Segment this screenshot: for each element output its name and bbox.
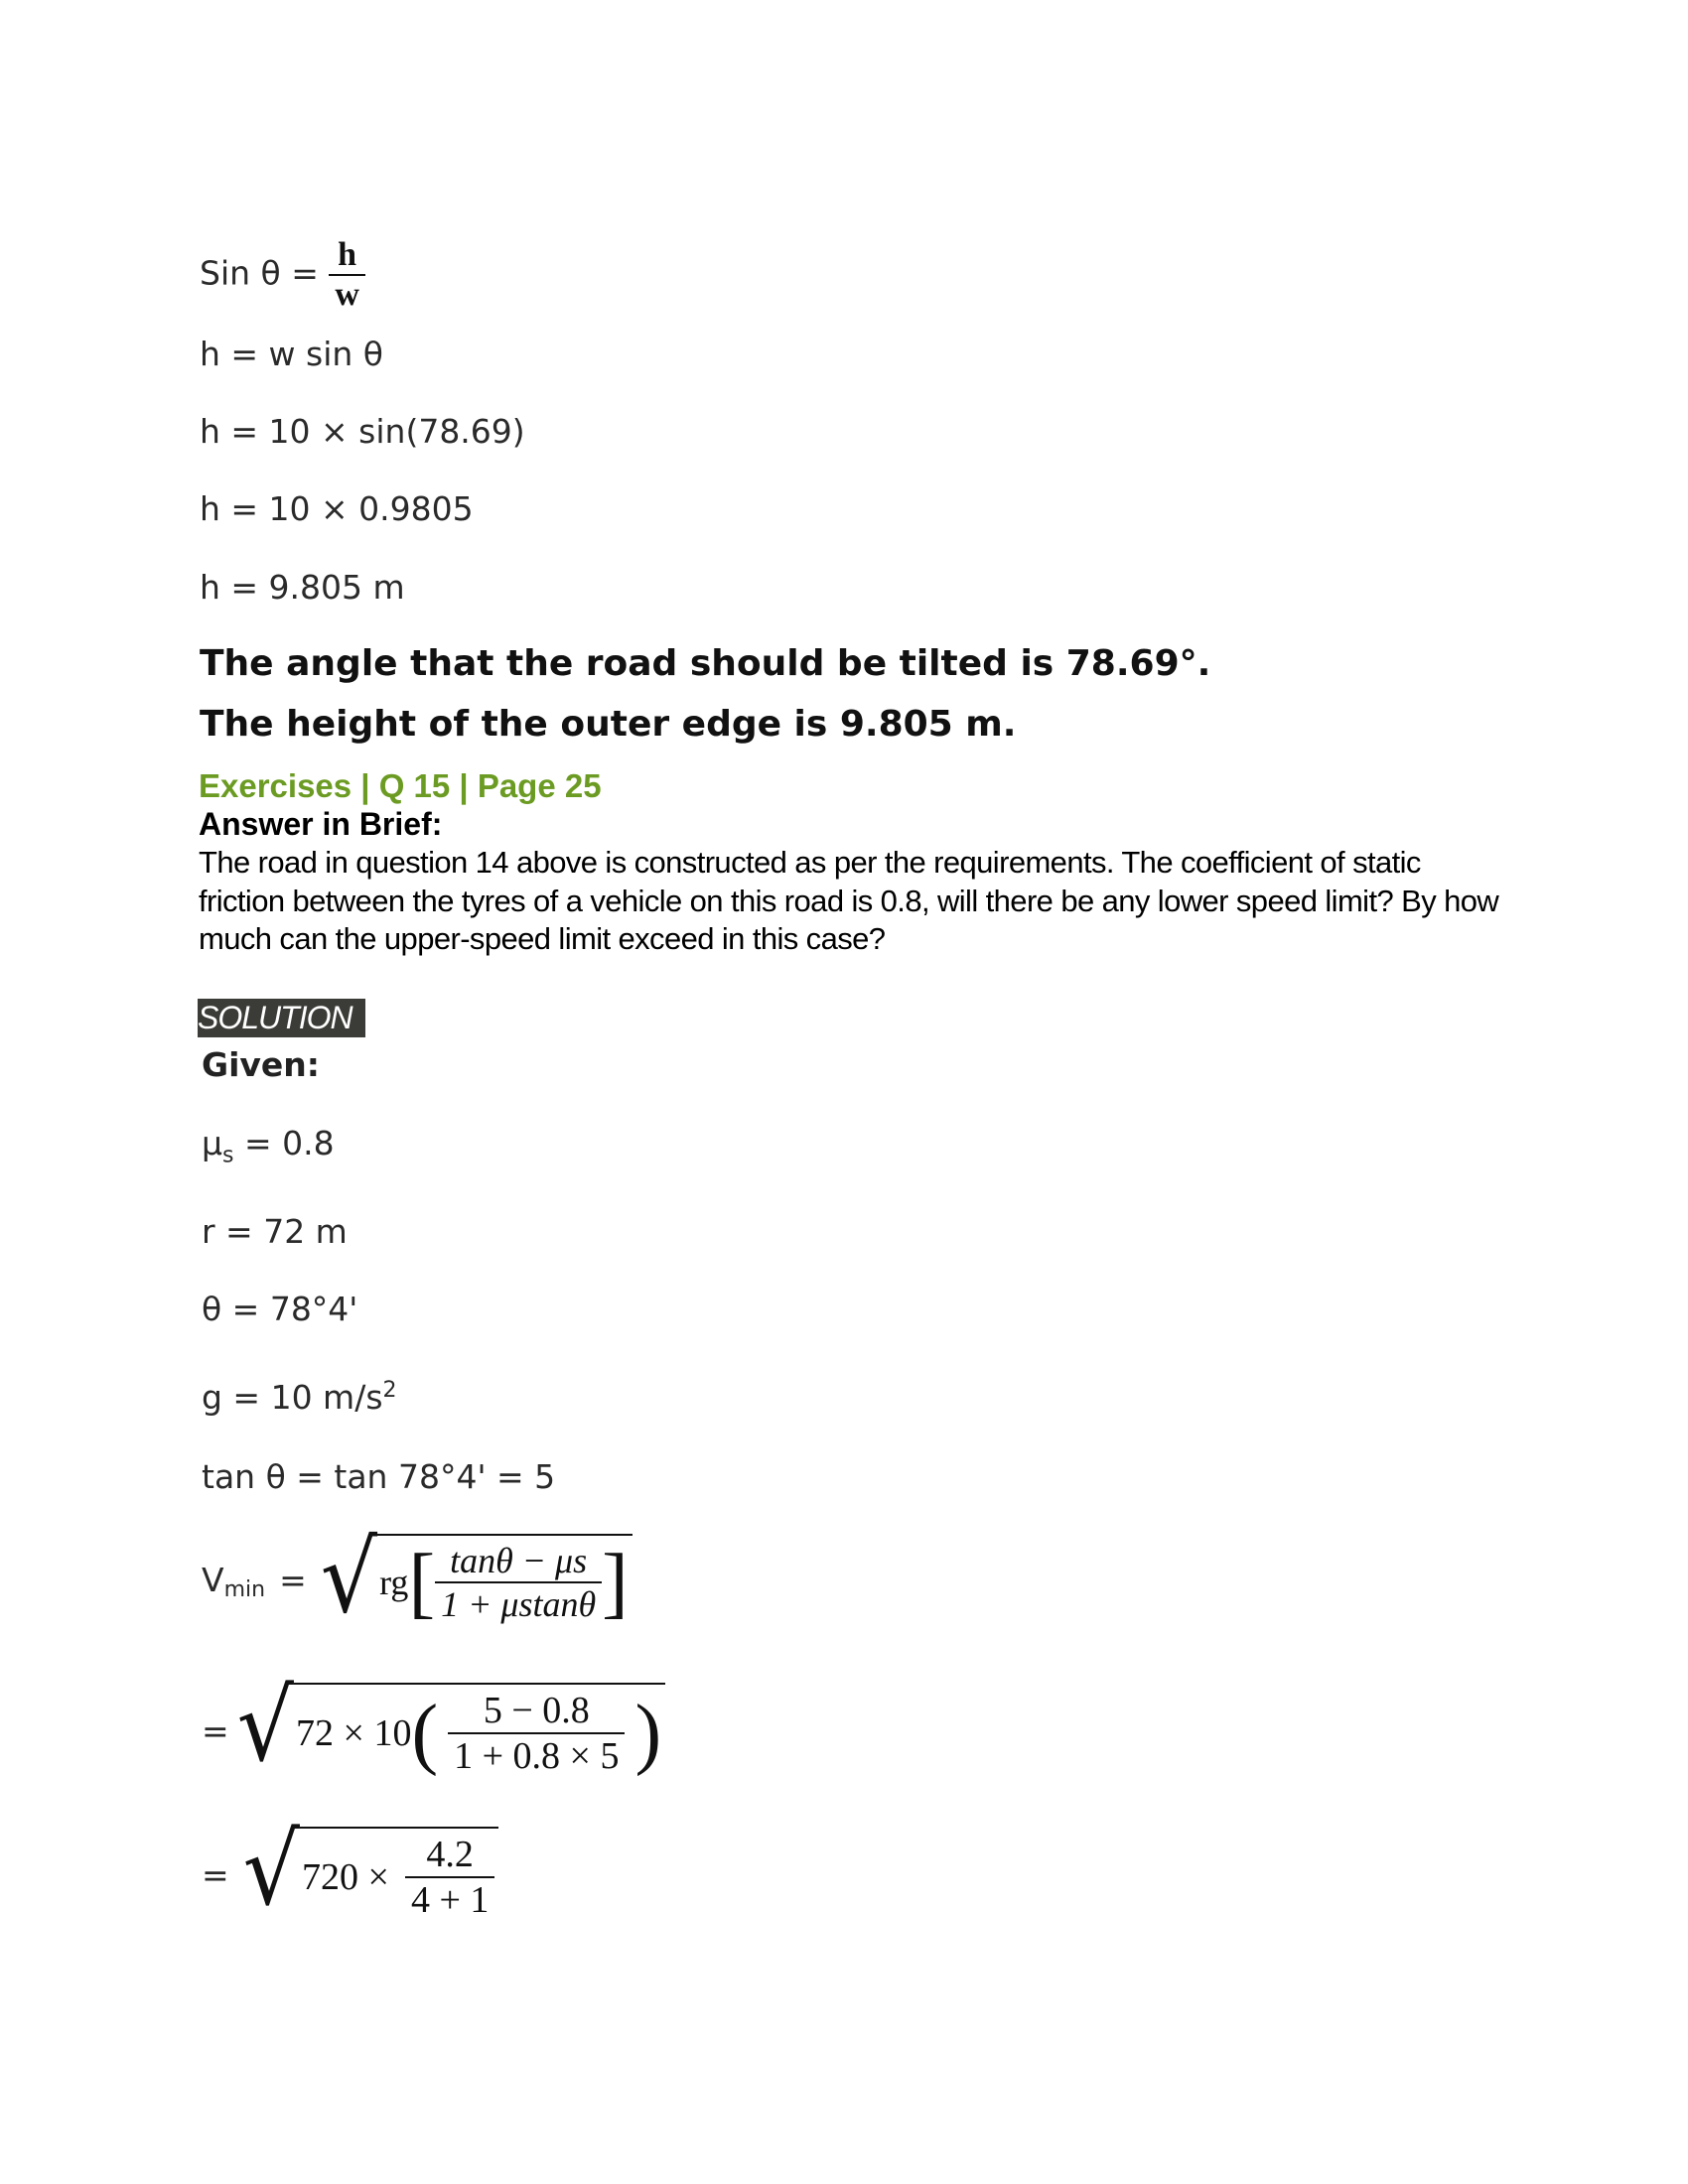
rg-term: rg — [379, 1563, 409, 1602]
fraction-numerator: h — [338, 236, 357, 273]
question-type: Answer in Brief: — [199, 806, 443, 842]
square-root — [320, 1520, 633, 1636]
mu-symbol: μ — [202, 1124, 222, 1162]
fraction-denominator: 1 + μstanθ — [435, 1581, 602, 1625]
fraction-numerator: tanθ − μs — [450, 1541, 588, 1580]
fraction-denominator: 4 + 1 — [405, 1876, 494, 1922]
conclusion-angle: The angle that the road should be tilted is 78.69°. — [200, 643, 1211, 684]
radical-sign: √ — [320, 1520, 378, 1636]
vmin-simplified — [202, 1813, 498, 1928]
equals-sign: = — [202, 1710, 229, 1750]
right-bracket: ] — [602, 1539, 629, 1626]
fraction-denominator: w — [329, 274, 365, 314]
equals-sign: = — [279, 1560, 307, 1599]
given-theta: θ = 78°4' — [202, 1290, 358, 1328]
conclusion-height: The height of the outer edge is 9.805 m. — [200, 704, 1017, 745]
fraction-numerator: 4.2 — [426, 1834, 474, 1875]
vmin-formula — [202, 1520, 633, 1636]
vmin-subscript: min — [223, 1576, 266, 1602]
g-value: g = 10 m/s — [202, 1378, 383, 1417]
sin-equation — [200, 236, 365, 314]
g-exponent: 2 — [382, 1378, 397, 1403]
mu-subscript: s — [222, 1143, 234, 1168]
right-paren: ) — [634, 1690, 662, 1777]
square-root — [236, 1669, 665, 1784]
radical-sign: √ — [236, 1669, 295, 1784]
given-r: r = 72 m — [202, 1212, 348, 1251]
equation-line: h = 10 × sin(78.69) — [200, 412, 525, 451]
equals-sign: = — [202, 1854, 229, 1894]
vmin-v: V — [202, 1560, 224, 1599]
prefactor: 72 × 10 — [296, 1712, 412, 1754]
question-text: The road in question 14 above is constructed as per the requirements. The coefficient of static friction between the tyres of a vehicle on this road is 0.8, will there be any lower speed limit? By how much can the upper-speed limit exceed in this case? — [199, 845, 1499, 956]
equation-line: h = 10 × 0.9805 — [200, 489, 474, 528]
radical-sign: √ — [242, 1813, 301, 1928]
fraction-numerator: 5 − 0.8 — [483, 1690, 590, 1731]
left-bracket: [ — [408, 1539, 436, 1626]
simplified-fraction — [405, 1833, 494, 1922]
tan-theta: tan θ = tan 78°4' = 5 — [202, 1457, 556, 1496]
vmin-substitution — [202, 1669, 665, 1784]
given-mu — [202, 1124, 335, 1168]
fraction-denominator: 1 + 0.8 × 5 — [448, 1732, 625, 1778]
h-over-w-fraction — [329, 236, 365, 314]
mu-value: = 0.8 — [233, 1124, 335, 1162]
vmin-fraction — [435, 1540, 602, 1625]
given-label: Given: — [202, 1045, 320, 1084]
substitution-fraction — [438, 1689, 634, 1778]
equation-line: h = w sin θ — [200, 335, 383, 373]
left-paren: ( — [411, 1690, 439, 1777]
question-reference-link[interactable]: Exercises | Q 15 | Page 25 — [199, 767, 602, 804]
square-root — [242, 1813, 499, 1928]
solution-badge: SOLUTION — [198, 999, 365, 1037]
given-g — [202, 1378, 397, 1417]
sin-lhs: Sin θ = — [200, 253, 319, 293]
equation-line: h = 9.805 m — [200, 568, 405, 607]
prefactor: 720 × — [302, 1856, 389, 1898]
